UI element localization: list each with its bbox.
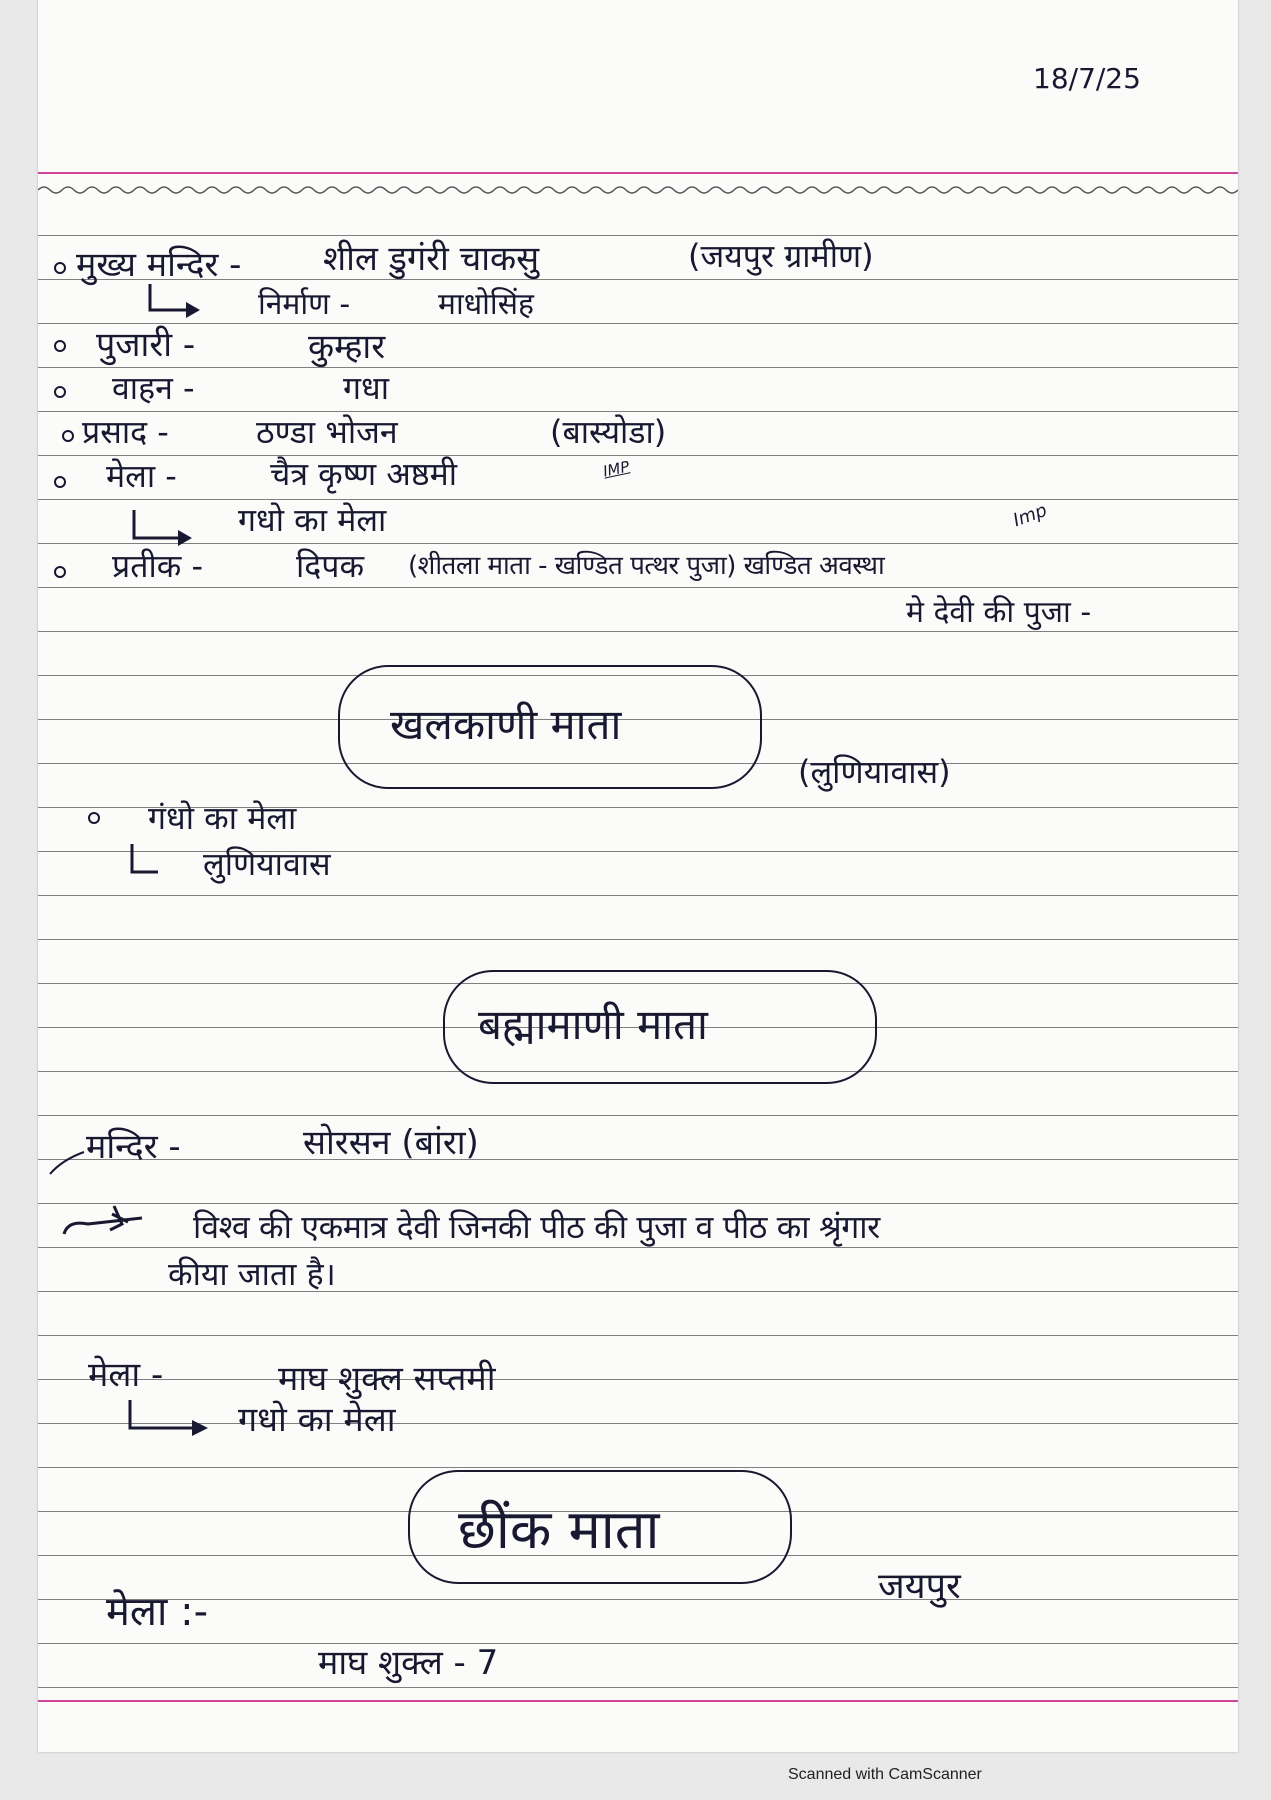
symbol-note: मे देवी की पुजा - — [906, 595, 1092, 630]
fair-value: माघ शुक्ल सप्तमी — [278, 1359, 496, 1399]
arrow-icon — [130, 508, 200, 548]
temple-value: शील डुगंरी चाकसु — [323, 239, 540, 279]
bottom-margin-line — [38, 1700, 1238, 1702]
fair-value: चैत्र कृष्ण अष्ठमी — [270, 455, 458, 493]
bullet — [54, 386, 66, 398]
fair-name: गधो का मेला — [238, 1400, 396, 1440]
vehicle-value: गधा — [343, 369, 389, 407]
symbol-label: प्रतीक - — [112, 547, 204, 585]
fair-name: गंधो का मेला — [148, 799, 297, 837]
section-heading: खलकाणी माता — [390, 700, 622, 749]
arrow-icon — [146, 282, 206, 322]
offering-value: ठण्डा भोजन — [256, 413, 398, 451]
star-pointer-icon — [58, 1200, 148, 1250]
location: जयपुर — [878, 1566, 961, 1607]
symbol-value: दिपक — [296, 547, 365, 585]
temple-label: मन्दिर - — [86, 1127, 181, 1167]
bullet — [54, 566, 66, 578]
section-heading: छींक माता — [458, 1498, 660, 1561]
imp-mark: IMP — [601, 457, 632, 481]
fair-label: मेला - — [88, 1355, 164, 1395]
notebook-page — [38, 0, 1238, 1752]
date: 18/7/25 — [1033, 62, 1141, 95]
fact-line: कीया जाता है। — [168, 1255, 336, 1293]
location: (लुणियावास) — [798, 753, 951, 791]
bullet — [54, 340, 66, 352]
wavy-margin-line — [38, 180, 1238, 200]
builder-value: माधोसिंह — [438, 287, 534, 322]
fair-place: लुणियावास — [203, 845, 331, 883]
fair-label: मेला :- — [106, 1589, 209, 1635]
watermark: Scanned with CamScanner — [788, 1766, 982, 1783]
imp-mark: Imp — [1010, 499, 1050, 532]
fair-label: मेला - — [106, 457, 177, 495]
vehicle-label: वाहन - — [112, 369, 195, 407]
tick-mark — [48, 1150, 88, 1180]
temple-value: सोरसन (बांरा) — [303, 1123, 479, 1163]
bullet — [88, 812, 100, 824]
temple-note: (जयपुर ग्रामीण) — [688, 237, 874, 275]
arrow-icon — [126, 1398, 216, 1438]
fair-value: माघ शुक्ल - 7 — [318, 1643, 499, 1683]
corner-mark — [128, 842, 168, 882]
builder-label: निर्माण - — [258, 287, 351, 322]
section-heading: बह्मामाणी माता — [478, 1000, 708, 1049]
offering-label: प्रसाद - — [82, 413, 169, 451]
fact-line: विश्व की एकमात्र देवी जिनकी पीठ की पुजा व पीठ का श्रृंगार — [193, 1208, 880, 1246]
bullet — [62, 430, 74, 442]
priest-value: कुम्हार — [308, 327, 386, 367]
fair-name: गधो का मेला — [238, 501, 387, 539]
temple-label: मुख्य मन्दिर - — [76, 245, 242, 285]
priest-label: पुजारी - — [96, 325, 196, 365]
symbol-note: (शीतला माता - खण्डित पत्थर पुजा) खण्डित अवस्था — [408, 551, 885, 581]
top-margin-line — [38, 172, 1238, 174]
bullet — [54, 262, 66, 274]
bullet — [54, 476, 66, 488]
offering-note: (बास्योडा) — [550, 413, 667, 451]
